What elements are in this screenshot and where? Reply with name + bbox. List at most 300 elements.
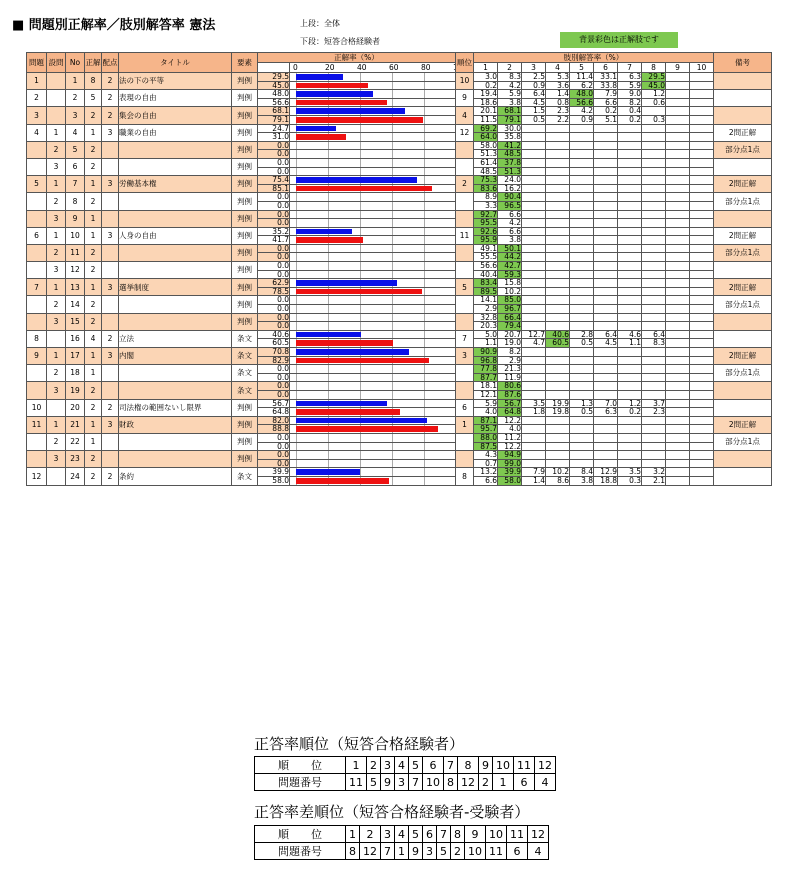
choice-rate [642, 141, 666, 150]
choice-rate [618, 459, 642, 468]
choice-rate: 75.3 [474, 176, 498, 185]
rank1-row2-label: 問題番号 [255, 774, 346, 791]
choice-rate [618, 244, 642, 253]
choice-rate: 16.2 [498, 184, 522, 193]
choice-rate [522, 451, 546, 460]
choice-rate [594, 158, 618, 167]
rank2-table [254, 825, 549, 860]
grid-line [360, 468, 361, 476]
cell-ans: 5 [85, 90, 102, 107]
cell-rank [456, 210, 474, 227]
choice-rate [618, 253, 642, 262]
cell-rank [456, 193, 474, 210]
grid-line [296, 365, 297, 373]
cell-no: 1 [66, 73, 85, 90]
choice-rate [690, 468, 714, 477]
choice-rate [618, 287, 642, 296]
choice-rate [642, 305, 666, 314]
choice-rate [666, 390, 690, 399]
question-cell: 3 [395, 774, 409, 791]
choice-rate: 18.8 [594, 476, 618, 485]
choice-num-header: 9 [666, 63, 690, 73]
grid-line [296, 434, 297, 442]
choice-rate [618, 433, 642, 442]
choice-num-header: 3 [522, 63, 546, 73]
cell-sub: 3 [47, 382, 66, 399]
choice-rate [594, 167, 618, 176]
choice-rate [546, 365, 570, 374]
choice-rate: 4.2 [498, 219, 522, 228]
table-row [27, 227, 772, 236]
cell-ans: 1 [85, 416, 102, 433]
choice-rate [618, 390, 642, 399]
grid-line [296, 245, 297, 253]
cell-ans: 2 [85, 141, 102, 158]
rate-bar-cell [290, 279, 456, 288]
grid-line [392, 374, 393, 382]
choice-rate [666, 416, 690, 425]
choice-rate [594, 193, 618, 202]
choice-rate: 87.1 [474, 416, 498, 425]
table-row [27, 73, 772, 82]
table-row [27, 107, 772, 116]
choice-rate [570, 236, 594, 245]
axis-tick-label: 20 [325, 63, 335, 72]
choice-rate [522, 365, 546, 374]
grid-line [360, 168, 361, 176]
choice-rate [642, 227, 666, 236]
cell-pts: 2 [102, 90, 119, 107]
choice-rate [594, 279, 618, 288]
question-cell: 10 [423, 774, 444, 791]
correct-choice-legend: 背景彩色は正解肢です [560, 32, 678, 48]
choice-rate: 0.2 [594, 107, 618, 116]
bar-pass [296, 358, 429, 364]
choice-rate [690, 124, 714, 133]
rate-bar-cell [290, 210, 456, 219]
cell-sub: 1 [47, 124, 66, 141]
cell-q: 1 [27, 73, 47, 90]
choice-rate [690, 236, 714, 245]
grid-line [424, 202, 425, 210]
rank-cell: 12 [528, 826, 549, 843]
choice-rate [570, 459, 594, 468]
cell-ans: 1 [85, 227, 102, 244]
grid-line [424, 168, 425, 176]
bar-pass [296, 426, 438, 432]
bar-pass [296, 409, 400, 415]
choice-rate [690, 365, 714, 374]
choice-rate: 77.8 [474, 365, 498, 374]
choice-rate [642, 201, 666, 210]
cell-q [27, 244, 47, 261]
choice-rate [522, 270, 546, 279]
grid-line [360, 219, 361, 227]
choice-rate [642, 459, 666, 468]
cell-note [714, 262, 772, 279]
cell-sub: 1 [47, 176, 66, 193]
choice-rate [690, 176, 714, 185]
rank-cell: 5 [409, 757, 423, 774]
grid-line [424, 176, 425, 184]
cell-no: 20 [66, 399, 85, 416]
grid-line [392, 82, 393, 90]
grid-line [424, 253, 425, 261]
cell-note [714, 313, 772, 330]
choice-rate: 19.4 [474, 90, 498, 99]
grid-line [392, 477, 393, 485]
grid-line [424, 245, 425, 253]
choice-rate [546, 287, 570, 296]
grid-line [392, 460, 393, 468]
rank-cell: 4 [395, 757, 409, 774]
cell-ans: 2 [85, 399, 102, 416]
cell-no: 24 [66, 468, 85, 485]
grid-line [328, 460, 329, 468]
choice-rate: 0.3 [642, 115, 666, 124]
grid-line [392, 150, 393, 158]
cell-ans: 2 [85, 382, 102, 399]
choice-rate [666, 330, 690, 339]
rate-bar-cell [290, 459, 456, 468]
bar-all [296, 74, 343, 80]
cell-q [27, 158, 47, 175]
choice-rate: 96.5 [498, 201, 522, 210]
choice-rate: 12.1 [474, 390, 498, 399]
choice-rate: 12.7 [522, 330, 546, 339]
choice-rate: 87.6 [498, 390, 522, 399]
choice-rate: 7.9 [522, 468, 546, 477]
choice-rate [666, 176, 690, 185]
choice-rate: 2.5 [522, 73, 546, 82]
rate-bar-cell [290, 176, 456, 185]
choice-rate: 20.3 [474, 322, 498, 331]
choice-rate: 5.9 [498, 90, 522, 99]
grid-line [360, 451, 361, 459]
col-q: 問題 [27, 53, 47, 73]
cell-title [119, 193, 232, 210]
cell-no: 13 [66, 279, 85, 296]
choice-rate [522, 227, 546, 236]
choice-rate: 2.8 [570, 330, 594, 339]
question-cell: 4 [535, 774, 556, 791]
grid-line [392, 125, 393, 133]
choice-rate [618, 167, 642, 176]
grid-line [296, 271, 297, 279]
choice-rate: 11.5 [474, 115, 498, 124]
cell-rank: 8 [456, 468, 474, 485]
choice-rate [570, 133, 594, 142]
rate-value: 31.0 [258, 133, 290, 142]
choice-rate: 4.5 [594, 339, 618, 348]
cell-title [119, 262, 232, 279]
choice-rate [642, 365, 666, 374]
bar-all [296, 401, 387, 407]
cell-pts: 3 [102, 124, 119, 141]
choice-rate [546, 348, 570, 357]
cell-elem: 判例 [232, 313, 258, 330]
grid-line [392, 468, 393, 476]
rank-cell: 11 [514, 757, 535, 774]
rank-cell: 11 [507, 826, 528, 843]
rank-cell: 5 [409, 826, 423, 843]
choice-rate [546, 176, 570, 185]
rank-cell: 2 [367, 757, 381, 774]
grid-line [424, 211, 425, 219]
grid-line [392, 159, 393, 167]
choice-rate [570, 348, 594, 357]
cell-ans: 1 [85, 365, 102, 382]
cell-title: 職業の自由 [119, 124, 232, 141]
grid-line [424, 296, 425, 304]
grid-line [424, 279, 425, 287]
choice-rate: 3.3 [474, 201, 498, 210]
cell-title: 内閣 [119, 348, 232, 365]
cell-rank: 3 [456, 348, 474, 365]
grid-line [328, 434, 329, 442]
rate-bar-cell [290, 365, 456, 374]
choice-rate [570, 210, 594, 219]
cell-q: 3 [27, 107, 47, 124]
cell-note: 2問正解 [714, 227, 772, 244]
result-table [26, 52, 772, 486]
choice-rate: 3.8 [498, 236, 522, 245]
cell-pts [102, 296, 119, 313]
bar-all [296, 469, 360, 475]
choice-rate [570, 141, 594, 150]
choice-rate [594, 365, 618, 374]
choice-rate [594, 305, 618, 314]
choice-rate [546, 219, 570, 228]
choice-rate [570, 270, 594, 279]
rate-bar-cell [290, 262, 456, 271]
grid-line [360, 202, 361, 210]
rate-value: 0.0 [258, 365, 290, 374]
cell-rank: 2 [456, 176, 474, 193]
choice-rate [522, 219, 546, 228]
choice-rate [522, 382, 546, 391]
choice-rate [642, 348, 666, 357]
choice-rate: 1.1 [618, 339, 642, 348]
cell-title [119, 313, 232, 330]
choice-rate [570, 193, 594, 202]
choice-rate: 0.5 [570, 339, 594, 348]
cell-rank [456, 451, 474, 468]
choice-rate: 8.3 [642, 339, 666, 348]
grid-line [296, 391, 297, 399]
cell-elem: 判例 [232, 227, 258, 244]
grid-line [360, 296, 361, 304]
choice-rate [690, 459, 714, 468]
choice-rate [618, 373, 642, 382]
choice-rate: 2.3 [642, 408, 666, 417]
bar-pass [296, 100, 387, 106]
choice-rate [690, 279, 714, 288]
rate-bar-cell [290, 373, 456, 382]
choice-rate [546, 201, 570, 210]
grid-line [360, 245, 361, 253]
choice-rate [570, 184, 594, 193]
choice-rate [690, 442, 714, 451]
cell-sub: 3 [47, 158, 66, 175]
bar-pass [296, 83, 368, 89]
grid-line [424, 236, 425, 244]
cell-elem: 判例 [232, 158, 258, 175]
choice-rate [666, 107, 690, 116]
cell-q [27, 141, 47, 158]
choice-rate: 6.6 [498, 210, 522, 219]
choice-rate [618, 262, 642, 271]
table-row [27, 262, 772, 271]
choice-rate [594, 322, 618, 331]
choice-rate: 6.6 [474, 476, 498, 485]
cell-rank [456, 365, 474, 382]
grid-line [360, 73, 361, 81]
note-lower: 下段：短答合格経験者 [300, 37, 380, 46]
choice-rate: 69.2 [474, 124, 498, 133]
axis-tick-label: 0 [293, 63, 298, 72]
cell-elem: 判例 [232, 244, 258, 261]
cell-title: 表現の自由 [119, 90, 232, 107]
choice-num-header: 8 [642, 63, 666, 73]
choice-rate: 99.0 [498, 459, 522, 468]
cell-pts: 2 [102, 468, 119, 485]
choice-rate [642, 262, 666, 271]
choice-rate [570, 442, 594, 451]
choice-rate [522, 141, 546, 150]
choice-rate [618, 150, 642, 159]
choice-rate: 37.8 [498, 158, 522, 167]
choice-rate [570, 253, 594, 262]
choice-rate [522, 356, 546, 365]
choice-rate [690, 253, 714, 262]
grid-line [296, 296, 297, 304]
cell-no: 3 [66, 107, 85, 124]
choice-rate [594, 253, 618, 262]
grid-line [360, 142, 361, 150]
choice-rate [666, 219, 690, 228]
grid-line [296, 322, 297, 330]
choice-rate [522, 416, 546, 425]
cell-title [119, 141, 232, 158]
choice-rate [618, 210, 642, 219]
cell-no: 22 [66, 433, 85, 450]
choice-rate: 51.3 [474, 150, 498, 159]
choice-rate: 95.5 [474, 219, 498, 228]
cell-title: 条約 [119, 468, 232, 485]
choice-rate: 4.6 [618, 330, 642, 339]
choice-rate: 8.2 [498, 348, 522, 357]
choice-rate [690, 141, 714, 150]
choice-rate [690, 81, 714, 90]
choice-rate [522, 244, 546, 253]
rate-value: 0.0 [258, 433, 290, 442]
choice-rate [594, 425, 618, 434]
grid-line [328, 443, 329, 451]
rate-value: 88.8 [258, 425, 290, 434]
choice-rate [690, 73, 714, 82]
cell-note: 2問正解 [714, 348, 772, 365]
cell-no: 21 [66, 416, 85, 433]
grid-line [424, 322, 425, 330]
cell-q [27, 451, 47, 468]
question-cell: 12 [360, 843, 381, 860]
cell-no: 12 [66, 262, 85, 279]
rate-value: 48.0 [258, 90, 290, 99]
choice-rate: 9.0 [618, 90, 642, 99]
choice-rate [690, 244, 714, 253]
grid-line [328, 193, 329, 201]
choice-rate [666, 227, 690, 236]
choice-rate [666, 98, 690, 107]
choice-rate [594, 382, 618, 391]
choice-rate [666, 81, 690, 90]
table-row [27, 468, 772, 477]
rate-bar-cell [290, 270, 456, 279]
rate-value: 0.0 [258, 193, 290, 202]
choice-rate [546, 451, 570, 460]
choice-rate [666, 184, 690, 193]
rate-bar-cell [290, 425, 456, 434]
question-cell: 1 [395, 843, 409, 860]
choice-rate [642, 107, 666, 116]
choice-rate [690, 219, 714, 228]
grid-line [360, 125, 361, 133]
choice-rate: 64.0 [474, 133, 498, 142]
choice-rate [666, 262, 690, 271]
choice-rate [570, 167, 594, 176]
rate-bar-cell [290, 133, 456, 142]
choice-rate [522, 425, 546, 434]
choice-rate: 3.5 [618, 468, 642, 477]
choice-rate [642, 287, 666, 296]
col-rank: 順位 [456, 53, 474, 73]
grid-line [392, 228, 393, 236]
cell-rank: 4 [456, 107, 474, 124]
choice-rate [618, 236, 642, 245]
question-cell: 5 [367, 774, 381, 791]
grid-line [392, 219, 393, 227]
choice-rate [522, 348, 546, 357]
cell-rank: 5 [456, 279, 474, 296]
cell-note: 部分点1点 [714, 433, 772, 450]
choice-rate [642, 150, 666, 159]
grid-line [296, 159, 297, 167]
grid-line [328, 168, 329, 176]
cell-q: 8 [27, 330, 47, 347]
choice-rate [522, 390, 546, 399]
cell-elem: 条文 [232, 365, 258, 382]
grid-line [360, 391, 361, 399]
choice-rate [666, 408, 690, 417]
cell-note: 部分点1点 [714, 141, 772, 158]
rank-cell: 8 [451, 826, 465, 843]
choice-rate [570, 279, 594, 288]
rank1-row1-label: 順 位 [255, 757, 346, 774]
choice-rate: 33.1 [594, 73, 618, 82]
grid-line [360, 305, 361, 313]
cell-title [119, 433, 232, 450]
choice-rate [642, 133, 666, 142]
cell-no: 9 [66, 210, 85, 227]
choice-rate [642, 124, 666, 133]
table-row [27, 296, 772, 305]
cell-ans: 8 [85, 73, 102, 90]
question-cell: 2 [479, 774, 493, 791]
rate-value: 82.9 [258, 356, 290, 365]
cell-ans: 2 [85, 296, 102, 313]
choice-rate [570, 262, 594, 271]
